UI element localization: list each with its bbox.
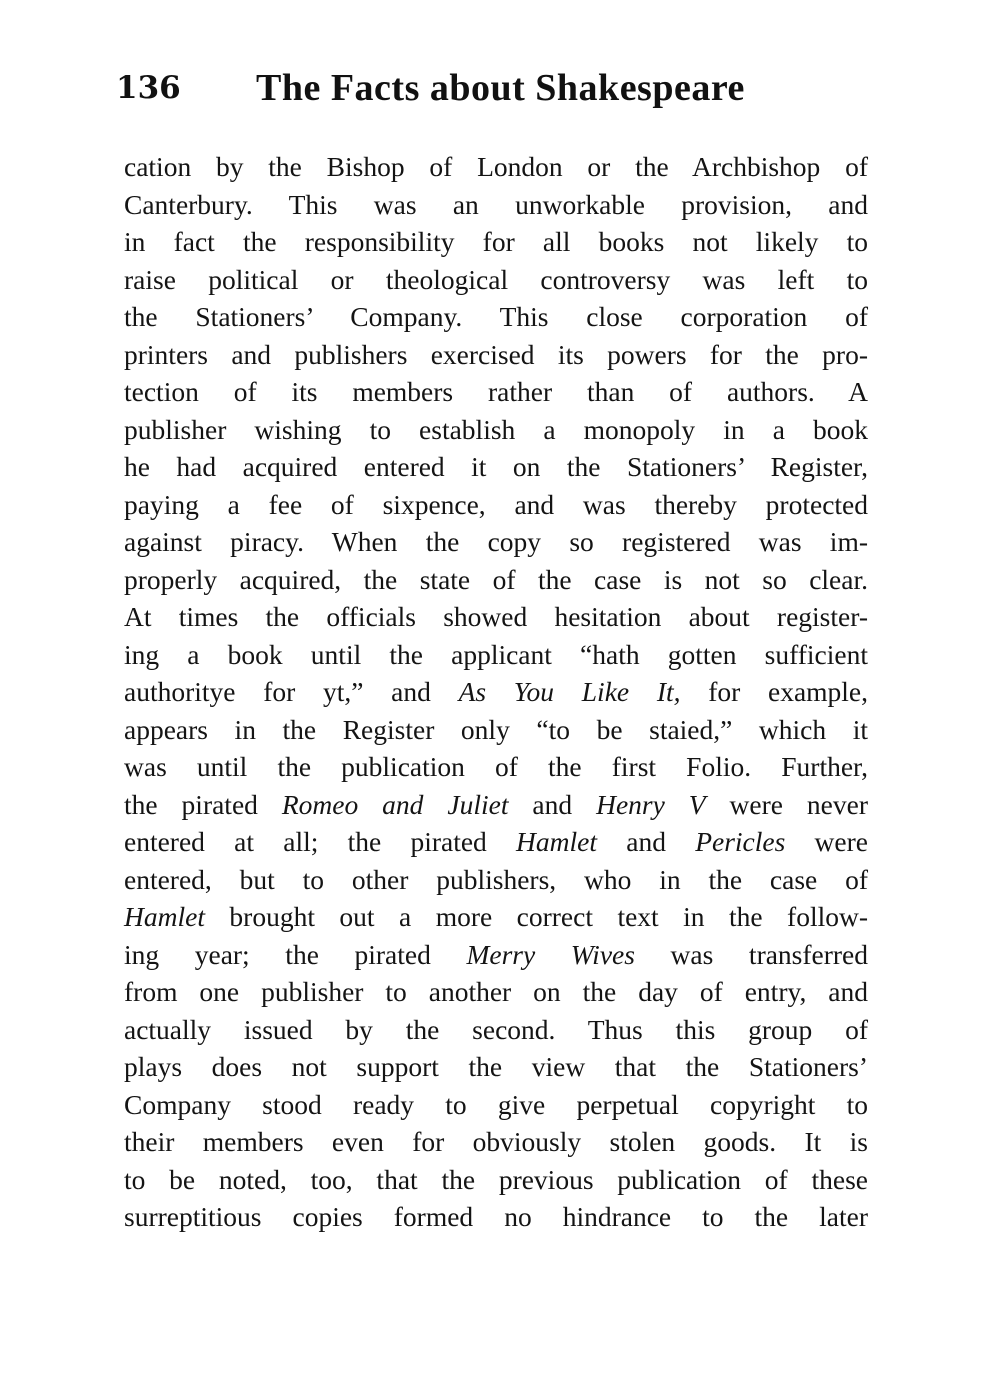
text-run: At times the officials showed hesitation about register-	[124, 601, 868, 632]
text-line	[124, 1048, 868, 1086]
text-run: authoritye for yt,” and	[124, 676, 459, 707]
italic-title: Henry V	[596, 788, 706, 820]
text-run: entered at all; the pirated	[124, 826, 517, 857]
text-line	[124, 298, 868, 336]
text-line	[124, 186, 868, 224]
text-line	[124, 561, 868, 599]
text-run: and	[597, 826, 696, 857]
text-run: their members even for obviously stolen goods. It is	[124, 1126, 868, 1157]
text-line	[124, 448, 868, 486]
text-run: printers and publishers exercised its powers for the pro-	[124, 338, 868, 370]
text-line	[124, 336, 868, 374]
text-line	[124, 1161, 868, 1199]
text-run: surreptitious copies formed no hindrance to the later	[124, 1201, 868, 1232]
italic-title: Romeo and Juliet	[281, 788, 509, 820]
text-run: cation by the Bishop of London or the Archbishop of	[124, 151, 868, 182]
italic-title: Pericles	[695, 826, 786, 857]
italic-title: Merry Wives	[466, 938, 635, 970]
text-line	[124, 748, 868, 786]
text-run: was until the publication of the first Folio. Further,	[124, 751, 868, 782]
page-header	[116, 67, 870, 130]
text-run: and	[508, 788, 597, 820]
text-run: tection of its members rather than of authors. A	[124, 376, 868, 407]
italic-title: Hamlet	[124, 901, 205, 932]
text-run: actually issued by the second. Thus this group of	[124, 1013, 868, 1045]
text-line	[124, 148, 868, 186]
italic-title: Hamlet	[516, 826, 598, 857]
text-run: Company stood ready to give perpetual copyright to	[124, 1088, 868, 1120]
text-run: was transferred	[634, 938, 869, 970]
text-line	[124, 598, 868, 636]
text-run: plays does not support the view that the Stationers’	[124, 1051, 868, 1082]
text-run: the pirated	[124, 788, 282, 820]
text-run: the Stationers’ Company. This close corporation of	[124, 301, 868, 332]
text-run: in fact the responsibility for all books not likely to	[124, 226, 868, 257]
text-line	[124, 373, 868, 411]
text-line	[124, 1123, 868, 1161]
text-run: publisher wishing to establish a monopoly in a book	[124, 413, 868, 445]
text-line	[124, 486, 868, 524]
page-number: 136	[116, 70, 181, 106]
text-line	[124, 261, 868, 299]
text-run: for example,	[680, 676, 869, 707]
text-line	[124, 936, 868, 974]
text-line	[124, 1011, 868, 1049]
text-run: against piracy. When the copy so registered was im-	[124, 526, 868, 557]
text-run: were	[785, 826, 868, 857]
running-head: The Facts about Shakespeare	[256, 67, 745, 109]
text-line	[124, 1086, 868, 1124]
text-run: from one publisher to another on the day of entry, and	[124, 976, 868, 1007]
text-run: entered, but to other publishers, who in the case of	[124, 863, 868, 895]
text-line	[124, 861, 868, 899]
text-run: ing a book until the applicant “hath gotten sufficient	[124, 638, 868, 670]
italic-title: As You Like It,	[458, 676, 681, 707]
text-line	[124, 1198, 868, 1236]
text-run: brought out a more correct text in the follow-	[204, 901, 868, 932]
text-line	[124, 223, 868, 261]
text-run: to be noted, too, that the previous publication of these	[124, 1163, 868, 1195]
text-run: raise political or theological controversy was left to	[124, 263, 868, 295]
text-line	[124, 973, 868, 1011]
text-line	[124, 786, 868, 824]
text-run: ing year; the pirated	[124, 938, 467, 970]
text-line	[124, 636, 868, 674]
text-line	[124, 823, 868, 861]
text-run: he had acquired entered it on the Stationers’ Register,	[124, 451, 868, 482]
body-paragraph	[124, 148, 868, 1236]
text-line	[124, 898, 868, 936]
text-run: paying a fee of sixpence, and was thereby protected	[124, 488, 868, 520]
text-line	[124, 411, 868, 449]
text-line	[124, 523, 868, 561]
text-line	[124, 673, 868, 711]
text-run: appears in the Register only “to be staied,” which it	[124, 713, 868, 745]
text-line	[124, 711, 868, 749]
text-run: Canterbury. This was an unworkable provision, and	[124, 188, 868, 220]
text-run: were never	[705, 788, 868, 820]
text-run: properly acquired, the state of the case is not so clear.	[124, 563, 868, 595]
